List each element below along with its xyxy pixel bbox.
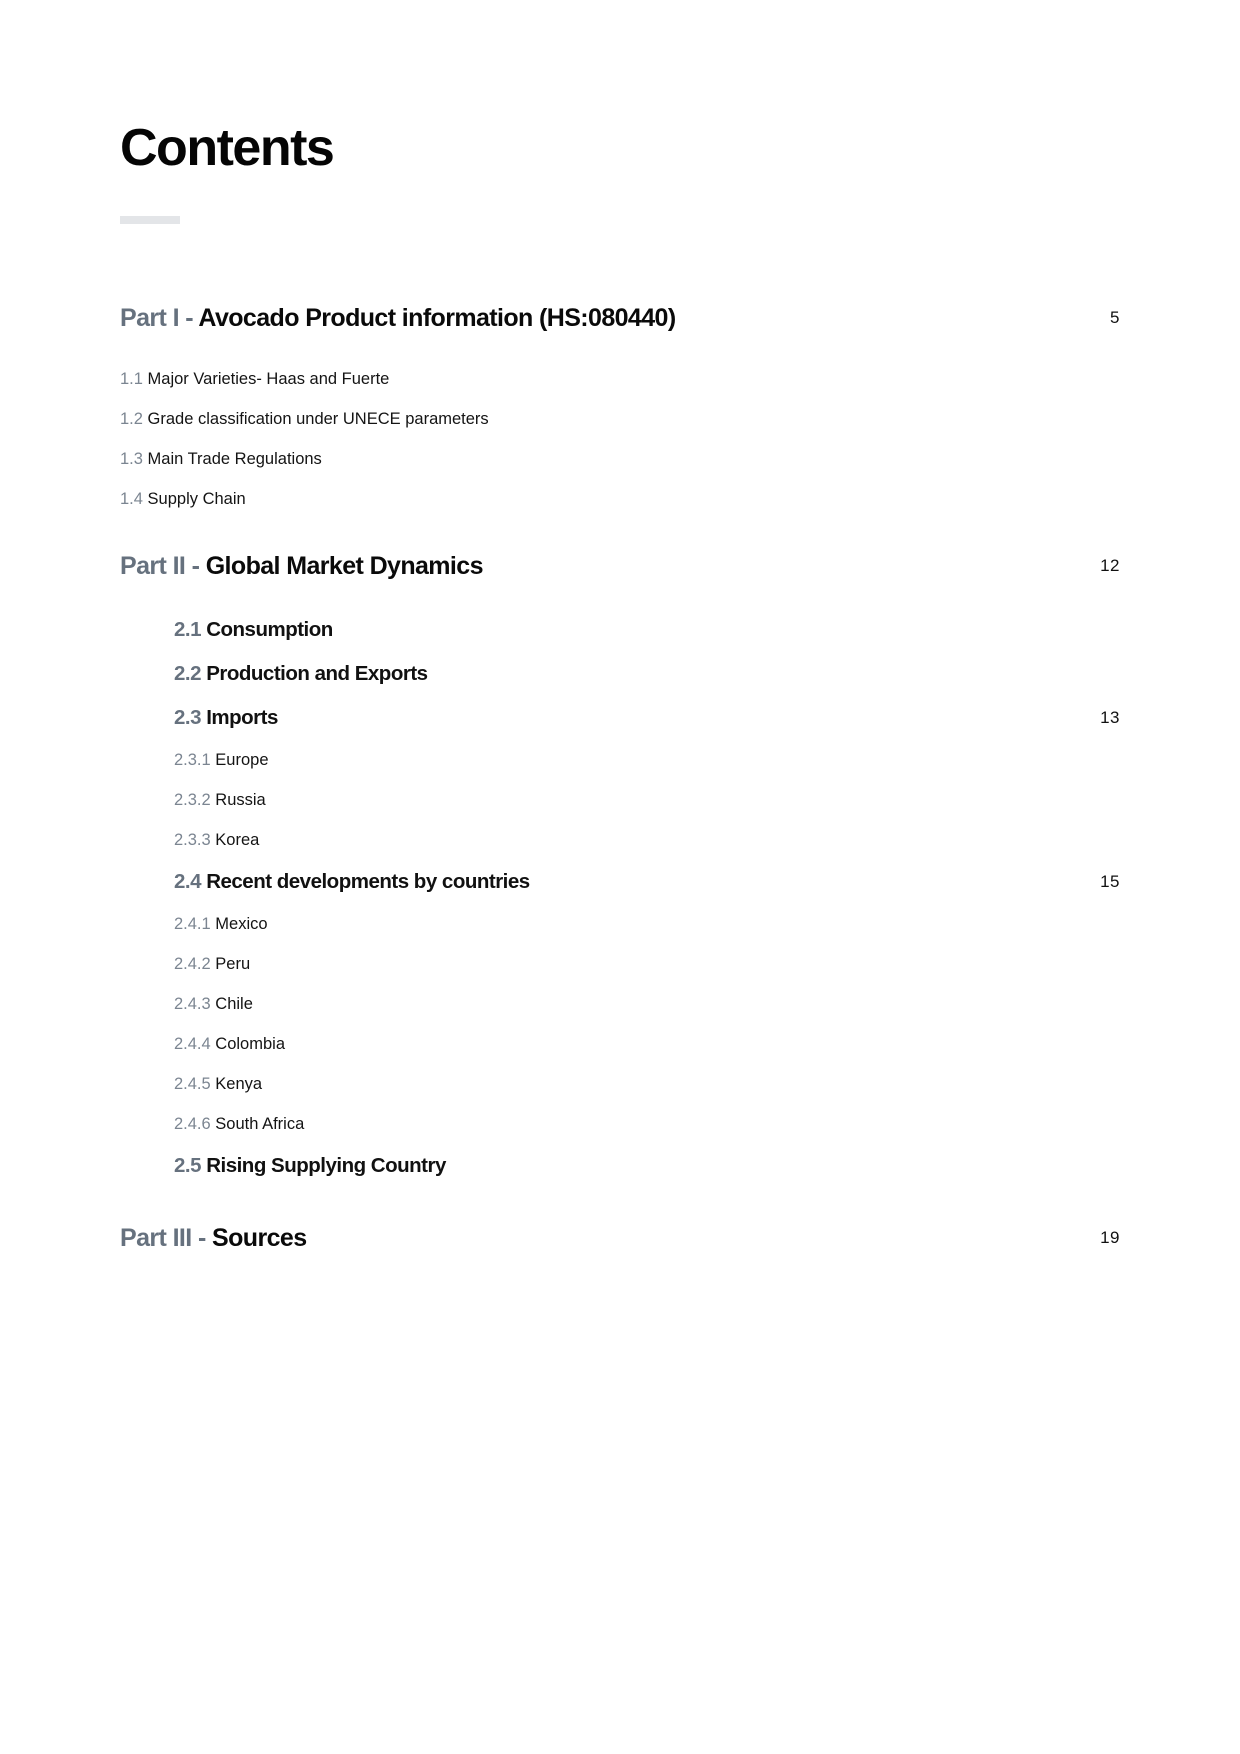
toc-item-1-1[interactable] <box>120 367 1120 391</box>
section-label: Production and Exports <box>206 662 428 685</box>
section-number: 2.4 <box>174 870 201 893</box>
item-label: Supply Chain <box>147 490 246 508</box>
item-label: Russia <box>215 791 266 809</box>
item-label: Major Varieties- Haas and Fuerte <box>147 370 390 388</box>
item-number: 2.4.5 <box>174 1075 211 1093</box>
toc-item-2-4-4[interactable] <box>174 1032 1120 1056</box>
toc-item-2-3-1[interactable] <box>174 748 1120 772</box>
item-label: Europe <box>215 751 269 769</box>
toc-item-2-3-3[interactable] <box>174 828 1120 852</box>
item-label: Korea <box>215 831 260 849</box>
toc-item-1-2[interactable] <box>120 407 1120 431</box>
section-label: Recent developments by countries <box>206 870 530 893</box>
item-label: Chile <box>215 995 253 1013</box>
toc-item-1-3[interactable] <box>120 447 1120 471</box>
section-label: Imports <box>206 706 278 729</box>
item-number: 1.4 <box>120 490 143 508</box>
page-number: 12 <box>1100 556 1120 575</box>
item-number: 1.2 <box>120 410 143 428</box>
toc-item-2-4-6[interactable] <box>174 1112 1120 1136</box>
title-underline <box>120 216 180 224</box>
item-number: 1.1 <box>120 370 143 388</box>
toc-section-2-1[interactable] <box>174 616 1120 644</box>
toc-section-2-5[interactable] <box>174 1152 1120 1180</box>
page-number: 5 <box>1110 308 1120 327</box>
item-label: Mexico <box>215 915 268 933</box>
item-number: 1.3 <box>120 450 143 468</box>
section-label: Rising Supplying Country <box>206 1154 446 1177</box>
item-number: 2.3.2 <box>174 791 211 809</box>
item-number: 2.3.1 <box>174 751 211 769</box>
toc-section-2-4[interactable] <box>174 868 1120 896</box>
item-number: 2.4.1 <box>174 915 211 933</box>
section-number: 2.3 <box>174 706 201 729</box>
toc-part-2[interactable] <box>120 550 1120 582</box>
part-number: Part II - <box>120 552 200 580</box>
item-number: 2.4.2 <box>174 955 211 973</box>
section-number: 2.1 <box>174 618 201 641</box>
section-number: 2.5 <box>174 1154 201 1177</box>
part-number: Part I - <box>120 304 193 332</box>
item-label: South Africa <box>215 1115 305 1133</box>
item-number: 2.4.3 <box>174 995 211 1013</box>
toc-item-2-4-5[interactable] <box>174 1072 1120 1096</box>
item-label: Main Trade Regulations <box>147 450 322 468</box>
section-label: Consumption <box>206 618 333 641</box>
item-label: Colombia <box>215 1035 285 1053</box>
section-number: 2.2 <box>174 662 201 685</box>
part-number: Part III - <box>120 1224 206 1252</box>
toc-item-2-4-3[interactable] <box>174 992 1120 1016</box>
item-number: 2.3.3 <box>174 831 211 849</box>
toc-item-2-4-2[interactable] <box>174 952 1120 976</box>
item-label: Peru <box>215 955 251 973</box>
page-number: 15 <box>1100 872 1120 891</box>
page-number: 13 <box>1100 708 1120 727</box>
toc-item-2-3-2[interactable] <box>174 788 1120 812</box>
item-label: Grade classification under UNECE parameters <box>147 410 489 428</box>
item-number: 2.4.6 <box>174 1115 211 1133</box>
part-title: Avocado Product information (HS:080440) <box>198 304 676 332</box>
part-title: Sources <box>212 1224 307 1252</box>
part-title: Global Market Dynamics <box>205 552 483 580</box>
page-title: Contents <box>120 119 334 177</box>
item-number: 2.4.4 <box>174 1035 211 1053</box>
toc-part-1[interactable] <box>120 302 1120 334</box>
page-number: 19 <box>1100 1228 1120 1247</box>
toc-item-1-4[interactable] <box>120 487 1120 511</box>
toc-section-2-2[interactable] <box>174 660 1120 688</box>
toc-section-2-3[interactable] <box>174 704 1120 732</box>
item-label: Kenya <box>215 1075 263 1093</box>
toc-part-3[interactable] <box>120 1222 1120 1254</box>
toc-item-2-4-1[interactable] <box>174 912 1120 936</box>
